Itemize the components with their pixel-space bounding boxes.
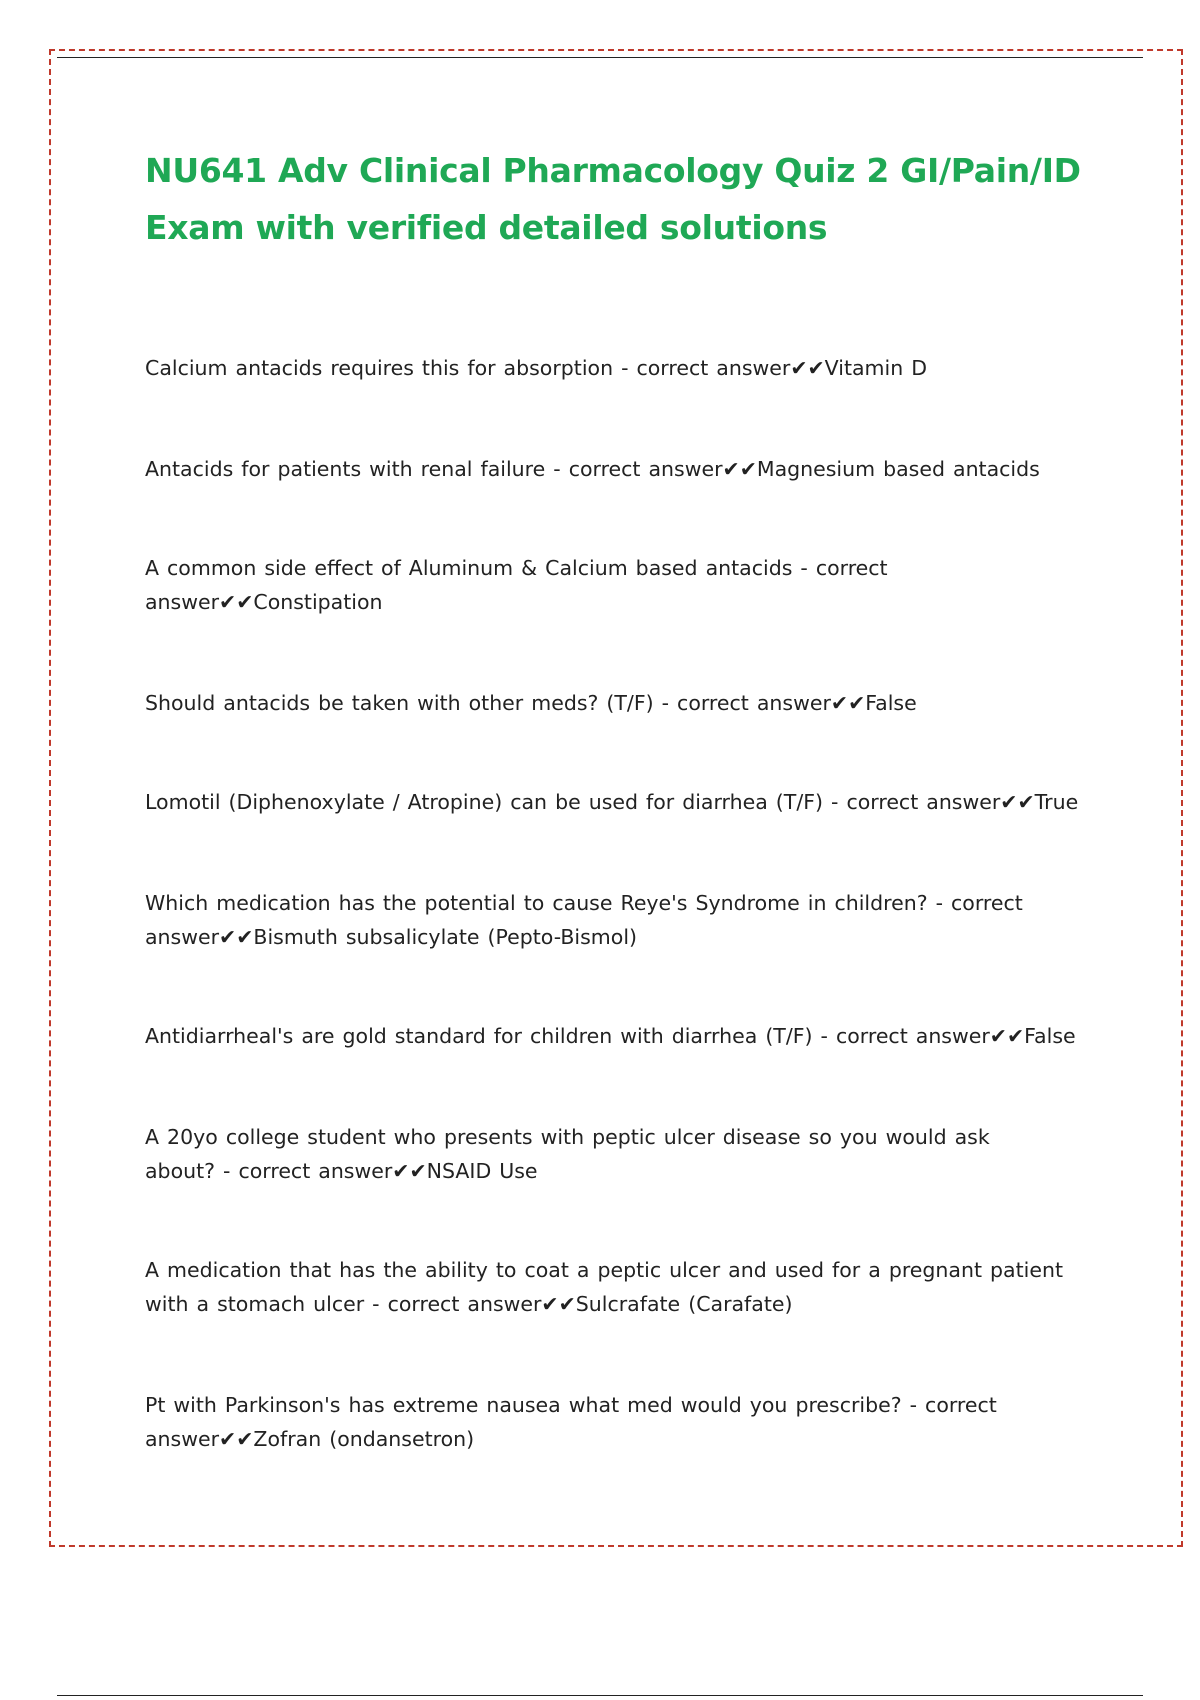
qa-item-6: Which medication has the potential to cause Reye's Syndrome in children? - correct answer✔✔Bismuth subsalicylate (Pepto-Bismol) <box>145 891 1023 949</box>
qa-item-10: Pt with Parkinson's has extreme nausea what med would you prescribe? - correct answer✔✔Zofran (ondansetron) <box>145 1393 997 1451</box>
qa-item-5: Lomotil (Diphenoxylate / Atropine) can be used for diarrhea (T/F) - correct answer✔✔True <box>145 790 1079 814</box>
qa-item-7: Antidiarrheal's are gold standard for children with diarrhea (T/F) - correct answer✔✔False <box>145 1024 1076 1048</box>
qa-item-1: Calcium antacids requires this for absorption - correct answer✔✔Vitamin D <box>145 356 928 380</box>
qa-item-4: Should antacids be taken with other meds? (T/F) - correct answer✔✔False <box>145 691 917 715</box>
qa-item-9: A medication that has the ability to coat a peptic ulcer and used for a pregnant patient with a stomach ulcer - correct answer✔✔Sulcrafate (Carafate) <box>145 1258 1063 1316</box>
qa-item-3: A common side effect of Aluminum & Calcium based antacids - correct answer✔✔Constipation <box>145 556 888 614</box>
header-rule <box>57 57 1143 58</box>
qa-item-8: A 20yo college student who presents with peptic ulcer disease so you would ask about? - correct answer✔✔NSAID Use <box>145 1125 990 1183</box>
footer-rule <box>57 1695 1143 1696</box>
document-title: NU641 Adv Clinical Pharmacology Quiz 2 GI/Pain/ID Exam with verified detailed solutions <box>145 151 1081 247</box>
qa-item-2: Antacids for patients with renal failure - correct answer✔✔Magnesium based antacids <box>145 457 1040 481</box>
